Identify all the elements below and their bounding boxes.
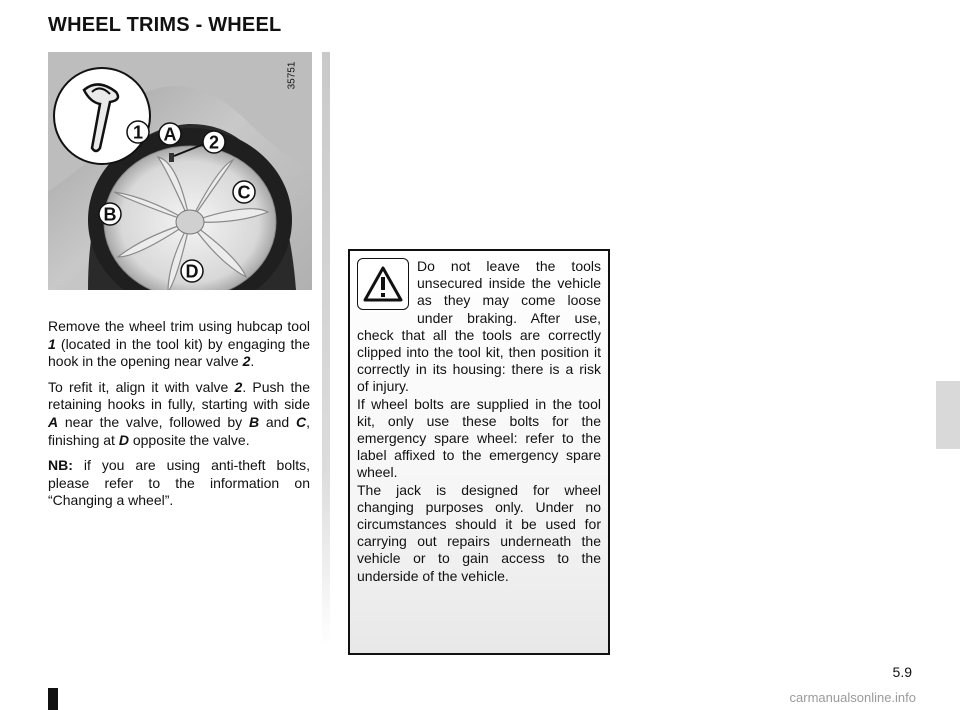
- wheel-trim-illustration: [48, 52, 312, 290]
- warning-text: Do not leave the tools unsecured inside the vehicle as they may come loose under braking. After use, check that all the tools are correctly clipped into the tool kit, then position it correctly in its housing: there is a risk of injury. If wheel bolts are supplied in the tool kit, only use these bolts for the emergency spare wheel: refer to the label affixed to the emergency spare wheel. The jack is designed for wheel changing purposes only. Under no circumstances should it be used for carrying out repairs underneath the vehicle or to gain access to the underside of the vehicle.: [357, 258, 601, 584]
- warning-triangle-icon: [357, 258, 409, 310]
- svg-text:C: C: [237, 182, 251, 203]
- callout-c: [233, 181, 255, 203]
- watermark: carmanualsonline.info: [789, 690, 916, 705]
- valve: [169, 153, 174, 162]
- page-number: 5.9: [892, 664, 912, 680]
- svg-text:D: D: [185, 261, 199, 282]
- instructions-text: [48, 318, 310, 518]
- svg-text:1: 1: [132, 122, 144, 143]
- callout-b: [99, 203, 121, 225]
- page-title: WHEEL TRIMS - WHEEL: [48, 14, 282, 36]
- refit-instruction: To refit it, align it with valve 2. Push the retaining hooks in fully, starting with side A near the valve, followed by B and C, finishing at D opposite the valve.: [48, 378, 311, 448]
- callout-a: [159, 123, 181, 145]
- corner-mark: [48, 688, 58, 710]
- callout-d: [181, 260, 203, 282]
- chapter-side-tab: [936, 381, 960, 449]
- remove-instruction: Remove the wheel trim using hubcap tool 1 (located in the tool kit) by engaging the hook in the opening near valve 2.: [48, 318, 310, 370]
- column-divider: [322, 52, 330, 648]
- nb-note: NB: if you are using anti-theft bolts, please refer to the information on “Changing a wheel”.: [48, 457, 310, 509]
- figure-reference-code: 35751: [286, 61, 298, 90]
- callout-2: [203, 131, 225, 153]
- warning-box: [348, 249, 610, 655]
- svg-text:2: 2: [208, 132, 220, 153]
- svg-text:A: A: [163, 124, 177, 145]
- svg-text:B: B: [103, 204, 117, 225]
- callout-1: [127, 121, 149, 143]
